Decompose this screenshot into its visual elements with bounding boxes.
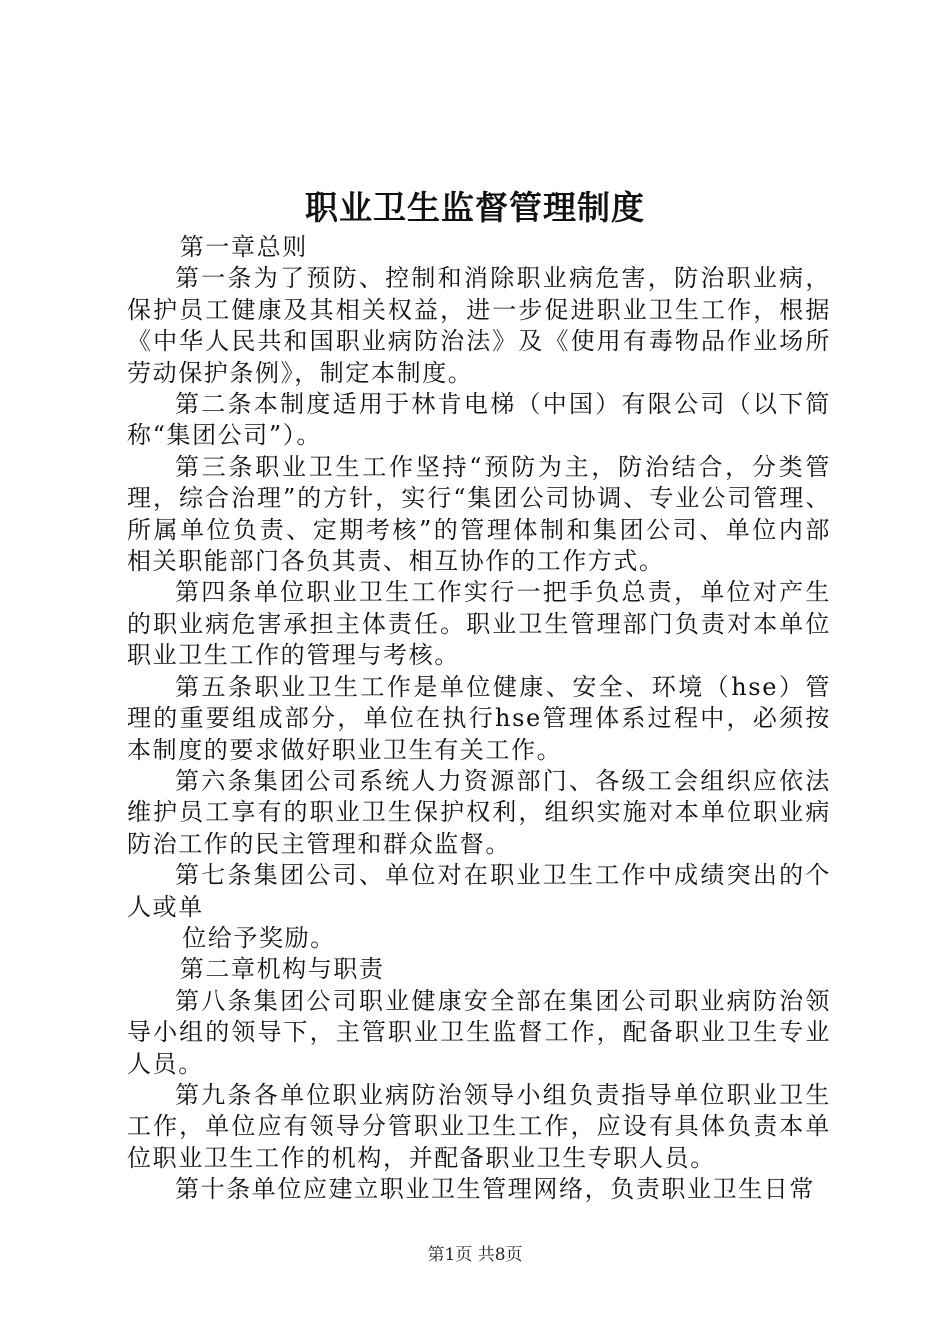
article-paragraph: 第六条集团公司系统人力资源部门、各级工会组织应依法维护员工享有的职业卫生保护权利，组织实施对本单位职业病防治工作的民主管理和群众监督。 [127,766,831,858]
article-paragraph: 第七条集团公司、单位对在职业卫生工作中成绩突出的个人或单 [127,861,831,921]
article-paragraph: 第十条单位应建立职业卫生管理网络，负责职业卫生日常 [175,1175,815,1204]
page-number-footer: 第1页 共8页 [427,1245,523,1265]
document-title: 职业卫生监督管理制度 [305,188,645,227]
article-paragraph: 第四条单位职业卫生工作实行一把手负总责，单位对产生的职业病危害承担主体责任。职业卫生管理部门负责对本单位职业卫生工作的管理与考核。 [127,578,831,670]
chapter-heading: 第二章机构与职责 [179,955,385,984]
article-paragraph: 第一条为了预防、控制和消除职业病危害，防治职业病，保护员工健康及其相关权益，进一步促进职业卫生工作，根据《中华人民共和国职业病防治法》及《使用有毒物品作业场所劳动保护条例》，制定本制度。 [127,264,831,387]
chapter-heading: 第一章总则 [179,233,308,261]
article-paragraph: 第八条集团公司职业健康安全部在集团公司职业病防治领导小组的领导下，主管职业卫生监督工作，配备职业卫生专业人员。 [127,986,831,1078]
article-continuation: 位给予奖励。 [182,923,336,952]
article-paragraph: 第五条职业卫生工作是单位健康、安全、环境（hse）管理的重要组成部分，单位在执行hse管理体系过程中，必须按本制度的要求做好职业卫生有关工作。 [127,672,831,764]
article-paragraph: 第二条本制度适用于林肯电梯（中国）有限公司（以下简称“集团公司”）。 [127,390,831,450]
article-paragraph: 第九条各单位职业病防治领导小组负责指导单位职业卫生工作，单位应有领导分管职业卫生工作，应设有具体负责本单位职业卫生工作的机构，并配备职业卫生专职人员。 [127,1080,831,1172]
article-paragraph: 第三条职业卫生工作坚持“预防为主，防治结合，分类管理，综合治理”的方针，实行“集团公司协调、专业公司管理、所属单位负责、定期考核”的管理体制和集团公司、单位内部相关职能部门各负其责、相互协作的工作方式。 [127,452,831,576]
document-body [127,232,831,1206]
